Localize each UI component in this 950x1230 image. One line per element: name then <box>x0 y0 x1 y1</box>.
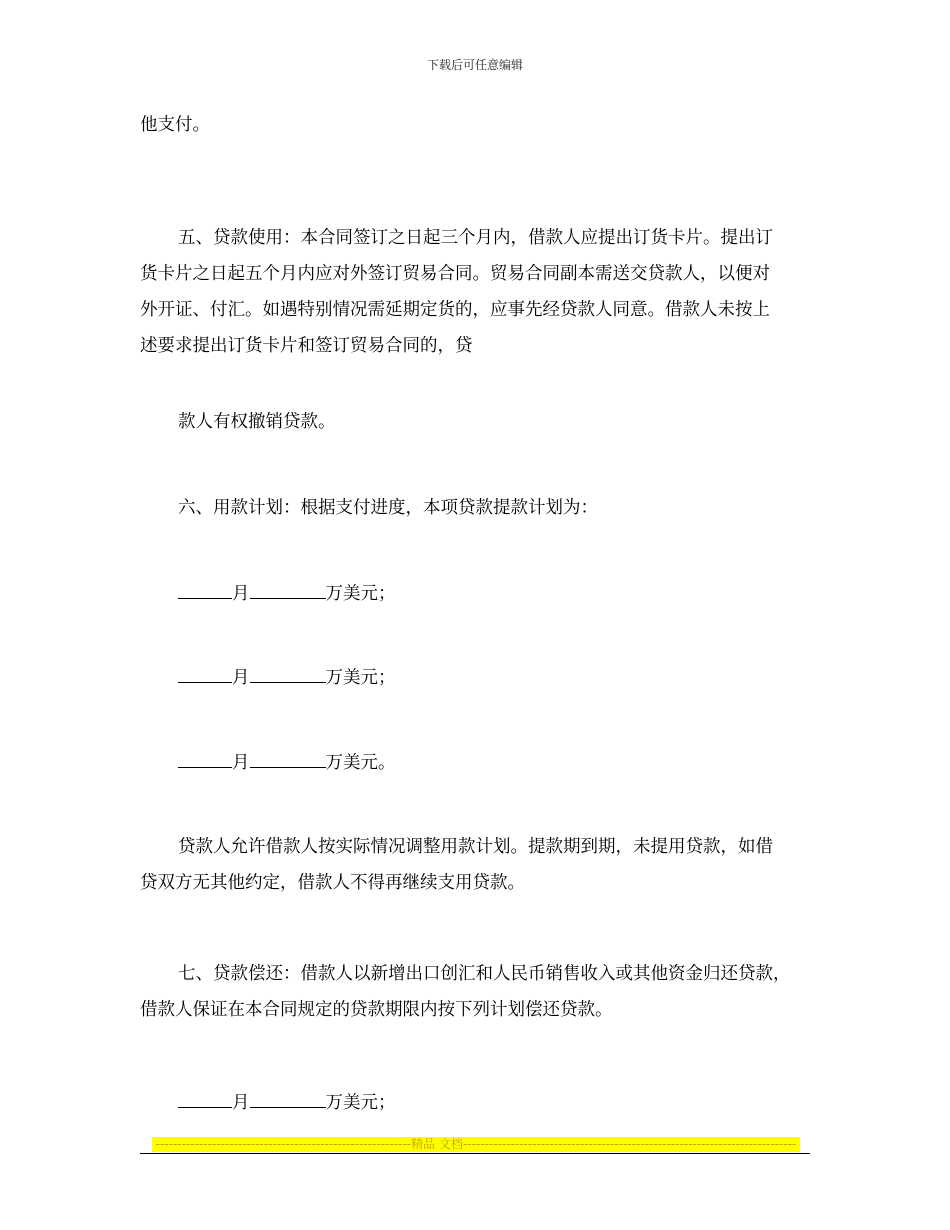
page-header: 下载后可任意编辑 <box>426 58 523 72</box>
month-label: 月 <box>232 584 250 604</box>
text-line: 五、贷款使用：本合同签订之日起三个月内，借款人应提出订货卡片。提出订 <box>178 228 773 248</box>
amount-blank <box>250 576 326 599</box>
text-line: 货卡片之日起五个月内应对外签订贸易合同。贸易合同副本需送交贷款人，以便对 <box>140 264 770 284</box>
month-label: 月 <box>232 1093 250 1113</box>
clause-5-continuation <box>140 404 815 440</box>
footer-rule <box>140 1153 810 1154</box>
month-blank <box>178 745 232 768</box>
month-label: 月 <box>232 753 250 773</box>
amount-unit: 万美元； <box>325 1093 396 1113</box>
month-blank <box>178 576 232 599</box>
text-line: 贷双方无其他约定，借款人不得再继续支用贷款。 <box>140 873 525 893</box>
plan-row <box>140 745 815 781</box>
month-label: 月 <box>232 668 250 688</box>
text-line: 六、用款计划：根据支付进度，本项贷款提款计划为： <box>178 498 598 518</box>
month-blank <box>178 660 232 683</box>
amount-blank <box>250 1085 326 1108</box>
text-line: 贷款人允许借款人按实际情况调整用款计划。提款期到期，未提用贷款，如借 <box>178 837 773 857</box>
repay-row <box>140 1085 815 1121</box>
clause-6-drawdown-plan <box>140 490 815 526</box>
text-line: 外开证、付汇。如遇特别情况需延期定货的，应事先经贷款人同意。借款人未按上 <box>140 300 770 320</box>
text-line: 借款人保证在本合同规定的贷款期限内按下列计划偿还贷款。 <box>140 1000 613 1020</box>
plan-row <box>140 660 815 696</box>
clause-5-loan-use <box>140 220 815 364</box>
footer-dashes-left: ----------------------------------------------------------- <box>155 1137 412 1151</box>
plan-adjustment-paragraph <box>140 829 815 901</box>
amount-unit: 万美元； <box>325 668 396 688</box>
text-line: 七、贷款偿还：借款人以新增出口创汇和人民币销售收入或其他资金归还贷款， <box>178 964 791 984</box>
footer-label: 精品 文档 <box>411 1137 463 1151</box>
amount-unit: 万美元。 <box>325 753 396 773</box>
amount-blank <box>250 660 326 683</box>
text-line: 款人有权撤销贷款。 <box>178 412 336 432</box>
clause-7-repayment <box>140 956 815 1028</box>
amount-unit: 万美元； <box>325 584 396 604</box>
plan-row <box>140 576 815 612</box>
text-line: 他支付。 <box>140 115 210 135</box>
footer-banner <box>152 1137 800 1152</box>
footer-dashes-right: ----------------------------------------------------------------------------- <box>462 1137 797 1151</box>
text-line: 述要求提出订货卡片和签订贸易合同的，贷 <box>140 336 473 356</box>
amount-blank <box>250 745 326 768</box>
paragraph-continuation <box>140 107 815 143</box>
month-blank <box>178 1085 232 1108</box>
